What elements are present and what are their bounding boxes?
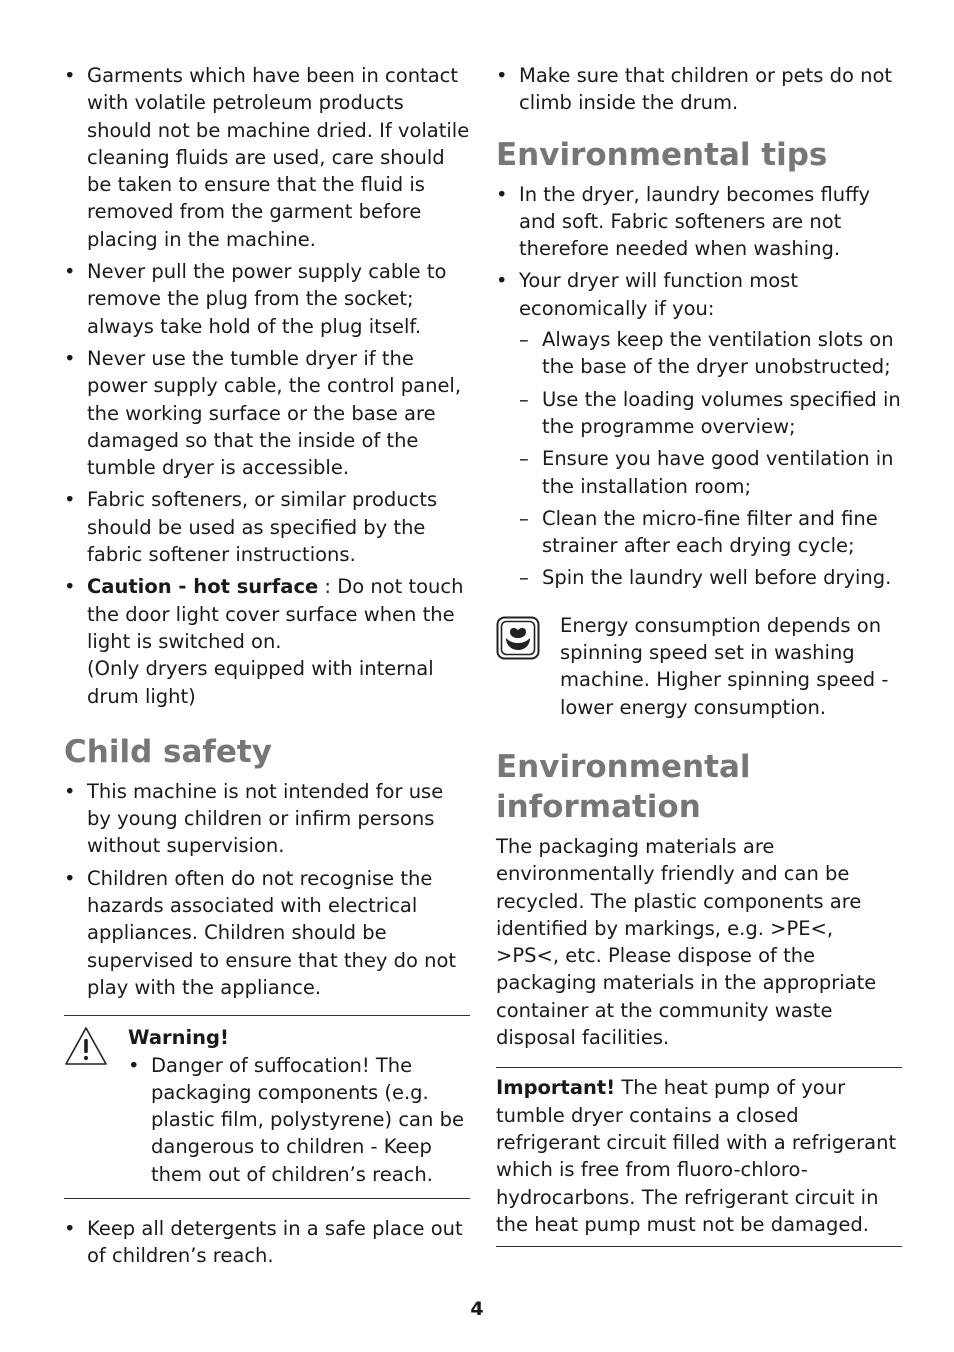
warning-list [128,1052,470,1188]
important-box [496,1067,902,1247]
important-paragraph [496,1074,902,1238]
economy-intro: Your dryer will function most economically if you: [519,269,798,320]
caution-note: (Only dryers equipped with internal drum light) [87,657,434,708]
warning-box [64,1015,470,1199]
dash-item: – Always keep the ventilation slots on the base of the dryer unobstructed; [519,326,902,381]
child-safety-list [64,778,470,1001]
list-item: • Keep all detergents in a safe place out of children’s reach. [64,1215,470,1270]
list-item: • Never pull the power supply cable to remove the plug from the socket; always take hold of the plug itself. [64,258,470,340]
warning-body [128,1024,470,1188]
caution-item [64,573,470,709]
energy-note-text: Energy consumption depends on spinning speed set in washing machine. Higher spinning speed - lower energy consumption. [560,613,889,719]
list-item: • Garments which have been in contact with volatile petroleum products should not be machine dried. If volatile cleaning fluids are used, care should be taken to ensure that the fluid is removed from the garment before placing in the machine. [64,62,470,253]
important-text: The heat pump of your tumble dryer contains a closed refrigerant circuit filled with a refrigerant which is free from fluoro-chloro-hydrocarbons. The refrigerant circuit in the heat pump must not be damaged. [496,1076,897,1236]
list-item: • Danger of suffocation! The packaging components (e.g. plastic film, polystyrene) can be dangerous to children - Keep them out of children’s reach. [128,1052,470,1188]
right-column [496,62,902,1247]
list-item: • In the dryer, laundry becomes fluffy and soft. Fabric softeners are not therefore needed when washing. [496,181,902,263]
packaging-paragraph: The packaging materials are environmentally friendly and can be recycled. The plastic components are identified by markings, e.g. >PE<, >PS<, etc. Please dispose of the packaging materials in the appropriate container at the community waste disposal facilities. [496,834,877,1050]
environmental-tips-list [496,181,902,592]
dash-item: – Ensure you have good ventilation in the installation room; [519,445,902,500]
environmental-tips-heading: Environmental tips [496,136,828,173]
detergent-list [64,1215,470,1270]
list-item [496,267,902,591]
child-safety-heading: Child safety [64,733,272,770]
dash-item: – Use the loading volumes specified in the programme overview; [519,386,902,441]
dash-item: – Spin the laundry well before drying. [519,564,902,591]
list-item: • Make sure that children or pets do not climb inside the drum. [496,62,902,117]
economy-dash-list [519,326,902,592]
caution-label: Caution - hot surface [87,575,319,599]
list-item: • Children often do not recognise the hazards associated with electrical appliances. Children should be supervised to ensure that they do not play with the appliance. [64,865,470,1001]
warning-triangle-icon [64,1026,108,1066]
dash-item: – Clean the micro-fine filter and fine strainer after each drying cycle; [519,505,902,560]
energy-note [496,612,902,721]
caution-text: : Do not touch the door light cover surface when the light is switched on. [87,575,464,653]
list-item: • Never use the tumble dryer if the power supply cable, the control panel, the working surface or the base are damaged so that the inside of the tumble dryer is accessible. [64,345,470,481]
page-number: 4 [470,1298,484,1320]
list-item: • This machine is not intended for use by young children or infirm persons without supervision. [64,778,470,860]
left-column [64,62,470,1275]
important-label: Important! [496,1076,616,1100]
safety-list [64,62,470,710]
eco-flower-icon [496,616,540,660]
drum-list [496,62,902,117]
warning-title: Warning! [128,1026,229,1050]
environmental-information-heading: Environmental information [496,748,751,825]
list-item: • Fabric softeners, or similar products should be used as specified by the fabric softener instructions. [64,486,470,568]
